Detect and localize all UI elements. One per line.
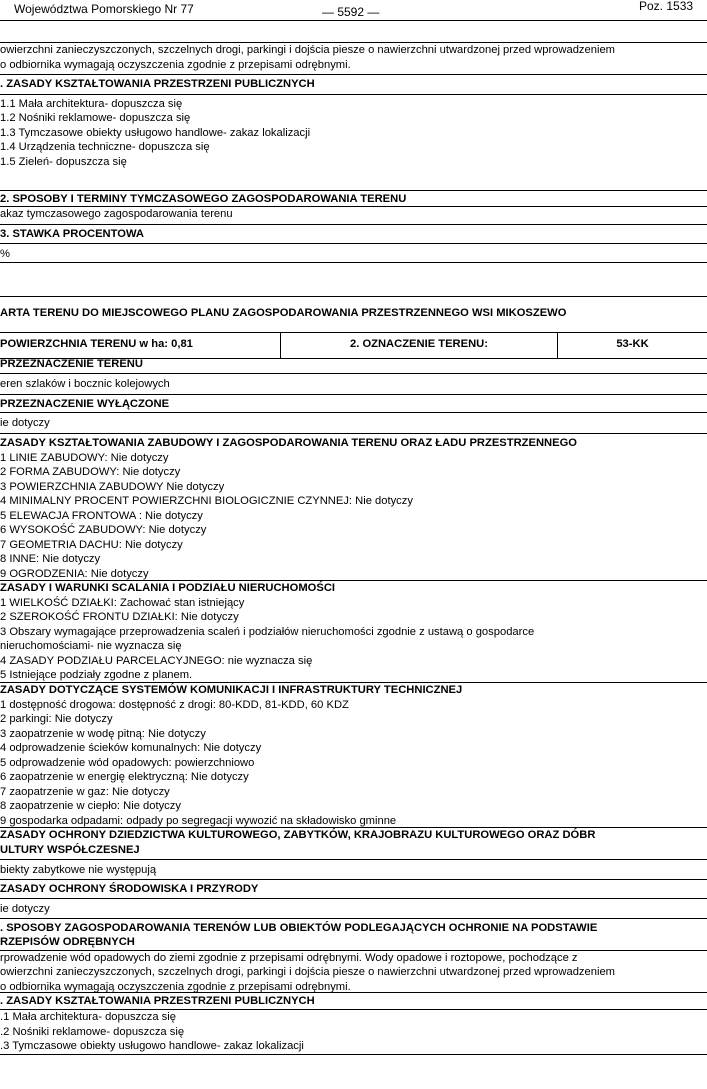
list-item: .1 Mała architektura- dopuszcza się xyxy=(0,1011,176,1023)
list-item: 4 MINIMALNY PROCENT POWIERZCHNI BIOLOGICZNIE CZYNNEJ: Nie dotyczy xyxy=(0,495,413,507)
section-heading: ZASADY KSZTAŁTOWANIA ZABUDOWY I ZAGOSPODAROWANIA TERENU ORAZ ŁADU PRZESTRZENNEGO xyxy=(0,437,577,449)
list-item: 1 WIELKOŚĆ DZIAŁKI: Zachować stan istniejący xyxy=(0,597,245,609)
designation-value-cell: 53-KK xyxy=(616,338,649,350)
list-item: 1.1 Mała architektura- dopuszcza się xyxy=(0,98,183,110)
list-item: 6 zaopatrzenie w energię elektryczną: Nie dotyczy xyxy=(0,771,249,783)
divider xyxy=(0,190,707,191)
list-item: 8 INNE: Nie dotyczy xyxy=(0,553,101,565)
text-line: eren szlaków i bocznic kolejowych xyxy=(0,378,170,390)
list-item: 9 OGRODZENIA: Nie dotyczy xyxy=(0,568,149,580)
divider xyxy=(0,992,707,993)
list-item: 8 zaopatrzenie w ciepło: Nie dotyczy xyxy=(0,800,181,812)
list-item: 3 POWIERZCHNIA ZABUDOWY Nie dotyczy xyxy=(0,481,225,493)
section-heading-continuation: RZEPISÓW ODRĘBNYCH xyxy=(0,936,135,948)
text-line: owierzchni zanieczyszczonych, szczelnych drogi, parkingi i dojścia piesze o nawierzchni utwardzonej przed wprowadzeniem xyxy=(0,44,615,56)
divider xyxy=(0,296,707,297)
area-cell: POWIERZCHNIA TERENU w ha: 0,81 xyxy=(0,338,193,350)
text-line: akaz tymczasowego zagospodarowania terenu xyxy=(0,208,233,220)
header-rule xyxy=(0,20,707,21)
table-border-top xyxy=(0,332,707,333)
section-heading: . ZASADY KSZTAŁTOWANIA PRZESTRZENI PUBLICZNYCH xyxy=(0,995,315,1007)
list-item: 1.5 Zieleń- dopuszcza się xyxy=(0,156,127,168)
list-item: 9 gospodarka odpadami: odpady po segregacji wywozić na składowisko gminne xyxy=(0,815,397,827)
divider xyxy=(0,918,707,919)
section-heading: ZASADY OCHRONY DZIEDZICTWA KULTUROWEGO, ZABYTKÓW, KRAJOBRAZU KULTUROWEGO ORAZ DÓBR xyxy=(0,829,596,841)
list-item: 5 odprowadzenie wód opadowych: powierzchniowo xyxy=(0,757,255,769)
text-line: o odbiornika wymagają oczyszczenia zgodnie z przepisami odrębnymi. xyxy=(0,59,351,71)
journal-title: Województwa Pomorskiego Nr 77 xyxy=(14,2,194,16)
list-item: 7 zaopatrzenie w gaz: Nie dotyczy xyxy=(0,786,170,798)
designation-label-cell: 2. OZNACZENIE TERENU: xyxy=(350,338,488,350)
divider xyxy=(0,879,707,880)
divider xyxy=(0,394,707,395)
list-item: .3 Tymczasowe obiekty usługowo handlowe- zakaz lokalizacji xyxy=(0,1040,304,1052)
section-heading: . SPOSOBY ZAGOSPODAROWANIA TERENÓW LUB OBIEKTÓW PODLEGAJĄCYCH OCHRONIE NA PODSTAWIE xyxy=(0,922,598,934)
section-heading: 3. STAWKA PROCENTOWA xyxy=(0,228,144,240)
position-number: Poz. 1533 xyxy=(639,0,694,13)
text-line: rprowadzenie wód opadowych do ziemi zgodnie z przepisami odrębnymi. Wody opadowe i roztopowe, pochodzące z xyxy=(0,952,578,964)
section-heading: ZASADY OCHRONY ŚRODOWISKA I PRZYRODY xyxy=(0,883,259,895)
divider xyxy=(0,94,707,95)
divider xyxy=(0,898,707,899)
card-title: ARTA TERENU DO MIEJSCOWEGO PLANU ZAGOSPODAROWANIA PRZESTRZENNEGO WSI MIKOSZEWO xyxy=(0,307,567,319)
section-heading-continuation: ULTURY WSPÓŁCZESNEJ xyxy=(0,844,140,856)
list-item: 3 Obszary wymagające przeprowadzenia scaleń i podziałów nieruchomości zgodnie z ustawą o gospodarce xyxy=(0,626,535,638)
text-line: ie dotyczy xyxy=(0,903,50,915)
list-item: 4 odprowadzenie ścieków komunalnych: Nie dotyczy xyxy=(0,742,262,754)
divider xyxy=(0,224,707,225)
list-item: 1.2 Nośniki reklamowe- dopuszcza się xyxy=(0,112,191,124)
divider xyxy=(0,373,707,374)
section-heading: . ZASADY KSZTAŁTOWANIA PRZESTRZENI PUBLICZNYCH xyxy=(0,78,315,90)
divider xyxy=(0,1054,707,1055)
section-heading: PRZEZNACZENIE TERENU xyxy=(0,358,143,370)
list-item: 5 Istniejące podziały zgodne z planem. xyxy=(0,669,193,681)
divider xyxy=(0,433,707,434)
list-item: .2 Nośniki reklamowe- dopuszcza się xyxy=(0,1026,185,1038)
section-heading: ZASADY DOTYCZĄCE SYSTEMÓW KOMUNIKACJI I INFRASTRUKTURY TECHNICZNEJ xyxy=(0,684,463,696)
list-item: 5 ELEWACJA FRONTOWA : Nie dotyczy xyxy=(0,510,203,522)
list-item: 1.4 Urządzenia techniczne- dopuszcza się xyxy=(0,141,210,153)
list-item: 6 WYSOKOŚĆ ZABUDOWY: Nie dotyczy xyxy=(0,524,207,536)
section-heading: ZASADY I WARUNKI SCALANIA I PODZIAŁU NIERUCHOMOŚCI xyxy=(0,582,336,594)
list-item: 7 GEOMETRIA DACHU: Nie dotyczy xyxy=(0,539,183,551)
section-heading: PRZEZNACZENIE WYŁĄCZONE xyxy=(0,398,170,410)
divider xyxy=(0,412,707,413)
list-item: 2 SZEROKOŚĆ FRONTU DZIAŁKI: Nie dotyczy xyxy=(0,611,239,623)
section-heading: 2. SPOSOBY I TERMINY TYMCZASOWEGO ZAGOSPODAROWANIA TERENU xyxy=(0,193,407,205)
text-line: owierzchni zanieczyszczonych, szczelnych drogi, parkingi i dojścia piesze o nawierzchni utwardzonej przed wprowadzeniem xyxy=(0,966,615,978)
text-line: ie dotyczy xyxy=(0,417,50,429)
list-item: 2 parkingi: Nie dotyczy xyxy=(0,713,113,725)
list-item: 3 zaopatrzenie w wodę pitną: Nie dotyczy xyxy=(0,728,206,740)
divider xyxy=(0,243,707,244)
page-number: — 5592 — xyxy=(322,5,380,19)
text-line: % xyxy=(0,248,10,260)
list-item: nieruchomościami- nie wyznacza się xyxy=(0,640,182,652)
list-item: 1 dostępność drogowa: dostępność z drogi: 80-KDD, 81-KDD, 60 KDZ xyxy=(0,699,349,711)
divider xyxy=(0,859,707,860)
list-item: 1 LINIE ZABUDOWY: Nie dotyczy xyxy=(0,452,169,464)
text-line: o odbiornika wymagają oczyszczenia zgodnie z przepisami odrębnymi. xyxy=(0,981,351,993)
text-line: biekty zabytkowe nie występują xyxy=(0,864,157,876)
list-item: 1.3 Tymczasowe obiekty usługowo handlowe- zakaz lokalizacji xyxy=(0,127,311,139)
list-item: 2 FORMA ZABUDOWY: Nie dotyczy xyxy=(0,466,181,478)
divider xyxy=(0,262,707,263)
divider xyxy=(0,74,707,75)
list-item: 4 ZASADY PODZIAŁU PARCELACYJNEGO: nie wyznacza się xyxy=(0,655,313,667)
